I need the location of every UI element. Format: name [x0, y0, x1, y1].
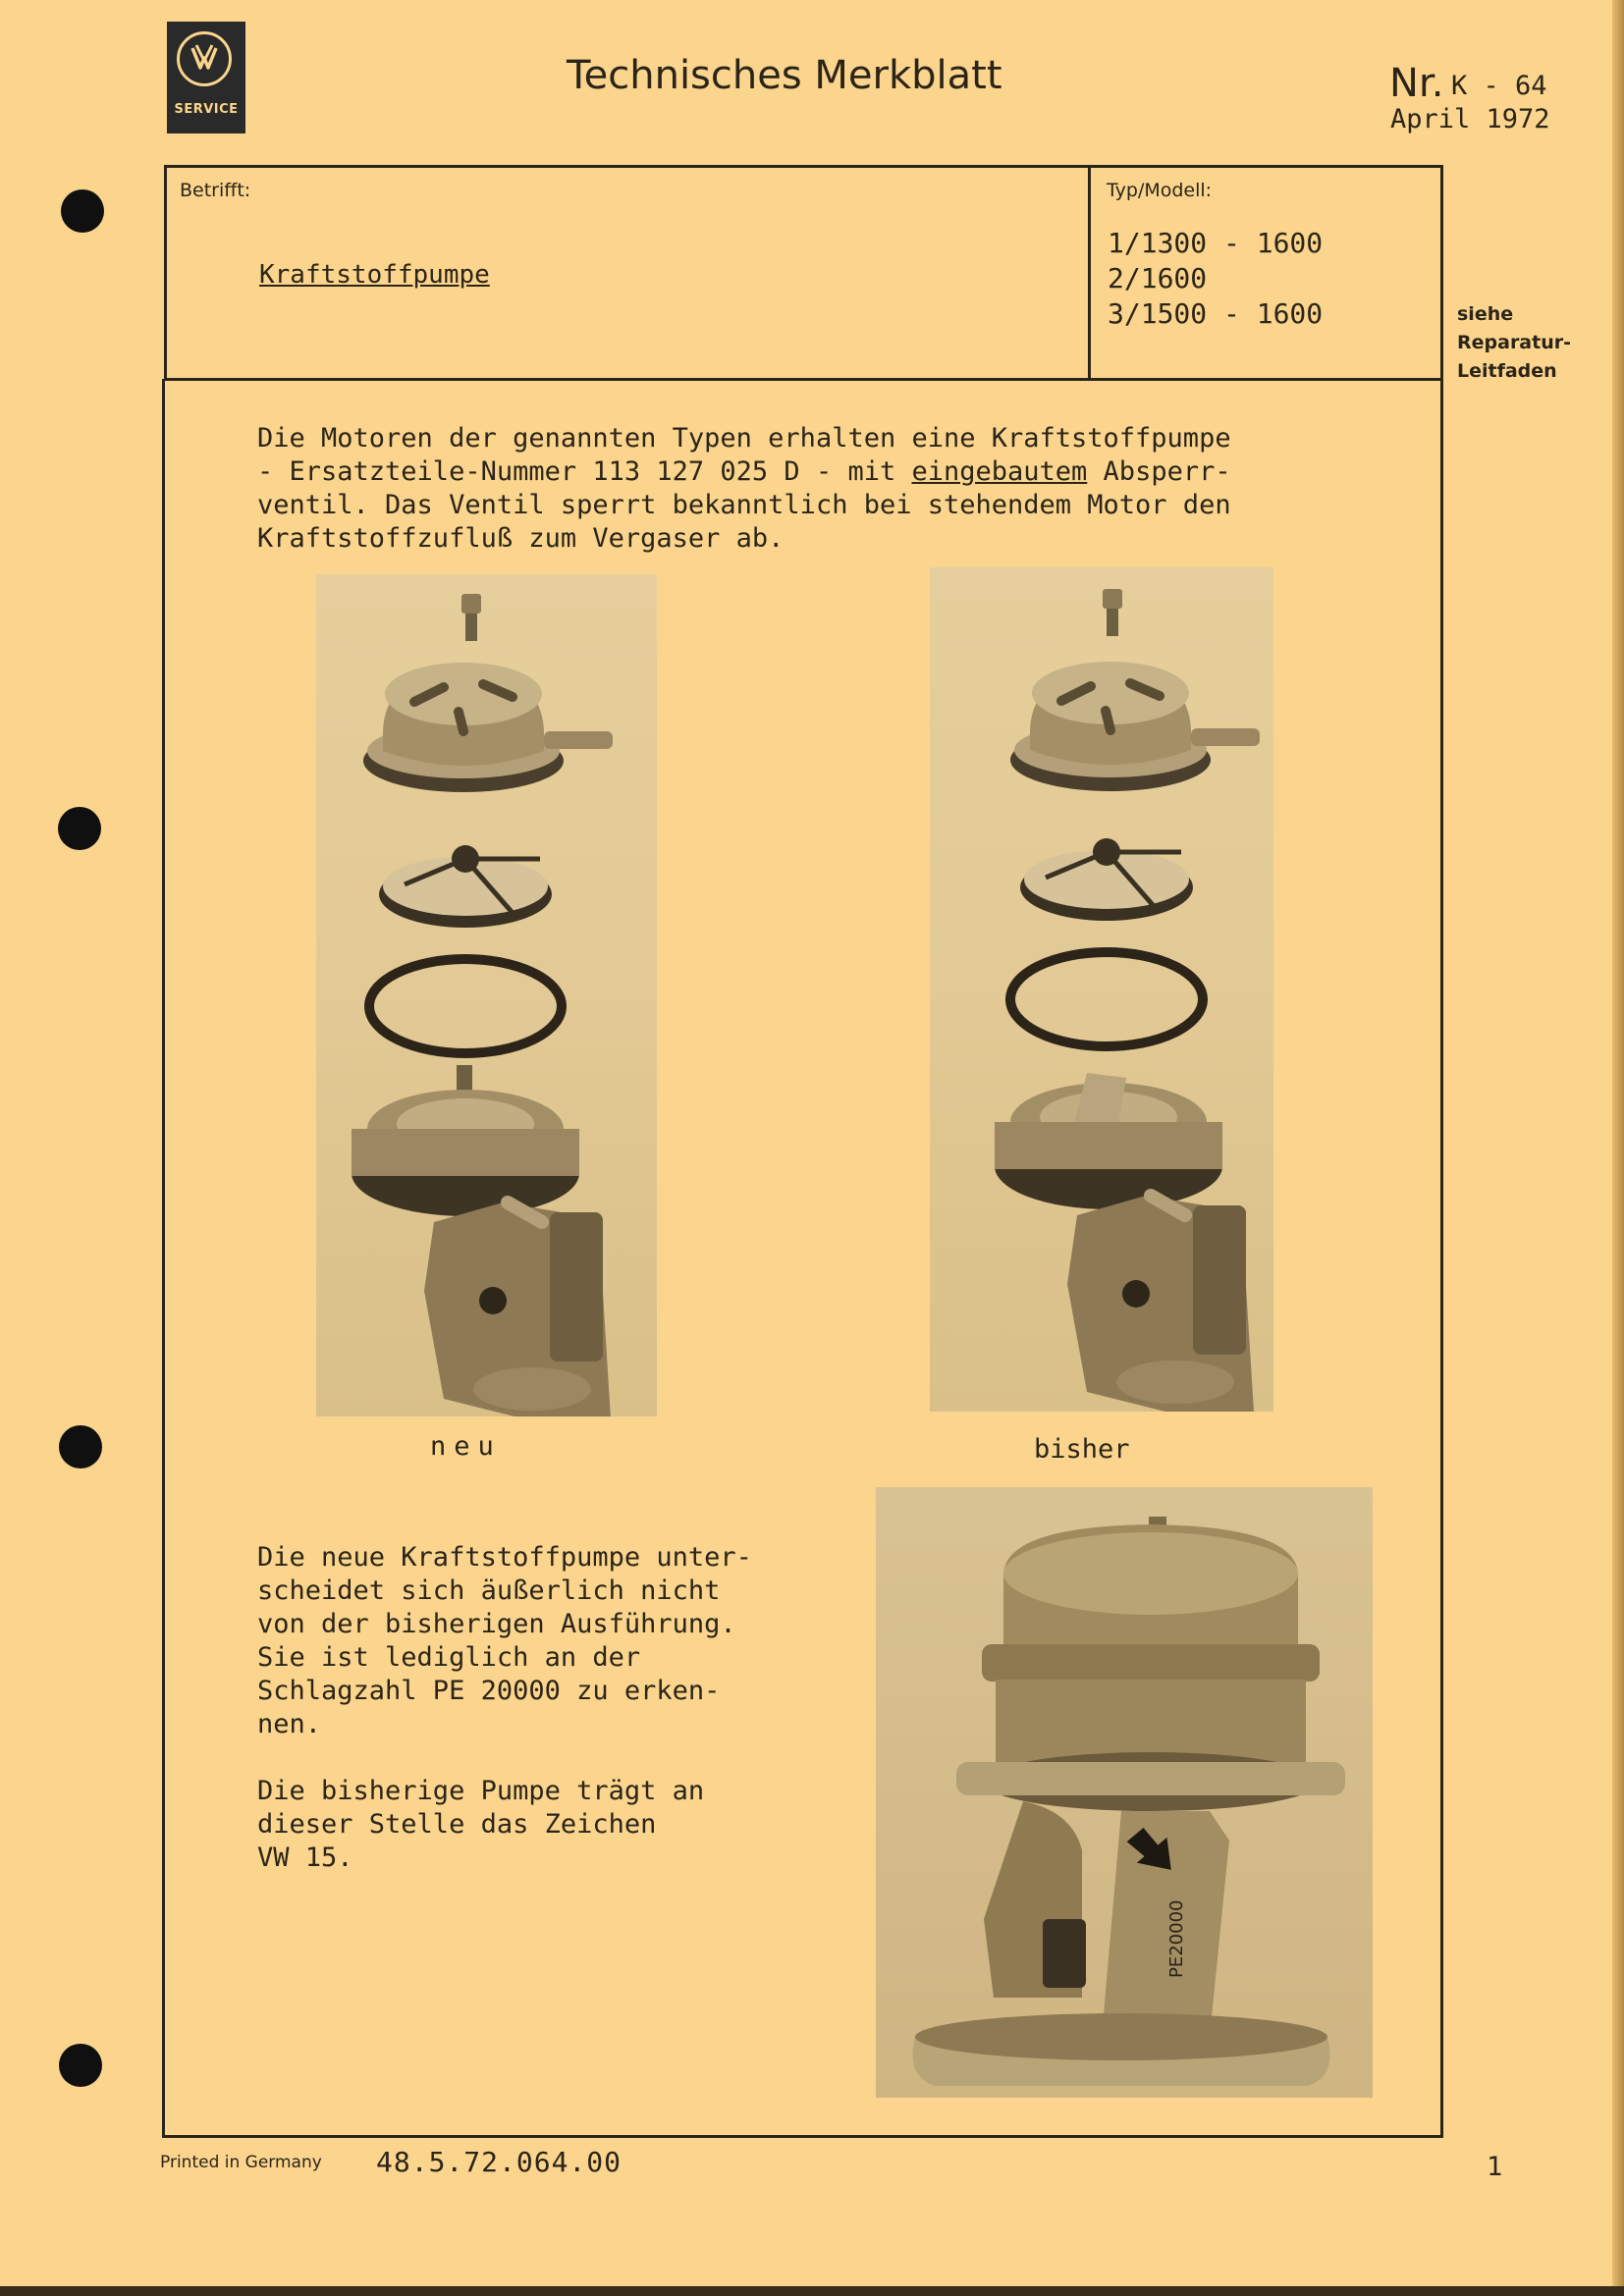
issue-date: April 1972 — [1390, 104, 1550, 134]
side-note — [1457, 300, 1571, 386]
side-note-line: siehe — [1457, 303, 1514, 325]
logo-service-text: SERVICE — [174, 102, 239, 117]
punch-hole — [58, 807, 101, 850]
text-line: dieser Stelle das Zeichen — [257, 1809, 657, 1840]
photo-pump-old-exploded — [930, 567, 1273, 1412]
typ-modell-label: Typ/Modell: — [1107, 180, 1213, 201]
paper-edge — [1612, 0, 1624, 2296]
text-line: Die bisherige Pumpe trägt an — [257, 1776, 705, 1806]
vw-emblem-icon — [177, 31, 232, 86]
intro-text: Die Motoren der genannten Typen erhalten eine Kraftstoffpumpe - Ersatzteile-Nummer 113 127 025 D - mit — [257, 423, 1231, 487]
text-line: Sie ist lediglich an der — [257, 1642, 641, 1673]
text-line: scheidet sich äußerlich nicht — [257, 1575, 721, 1606]
vw-service-logo — [167, 22, 245, 133]
identification-text — [257, 1541, 807, 1875]
model-item: 3/1500 - 1600 — [1108, 297, 1324, 330]
page-number: 1 — [1487, 2152, 1503, 2182]
photo-pump-assembled — [876, 1487, 1373, 2098]
scan-bottom-edge — [0, 2286, 1624, 2296]
number-label: Nr. — [1389, 61, 1444, 106]
punch-hole — [59, 2044, 102, 2087]
intro-paragraph — [257, 422, 1357, 556]
photo-pump-new-exploded — [316, 574, 657, 1416]
intro-text: Absperr- ventil. Das Ventil sperrt bekanntlich bei stehendem Motor den Kraftstoffzufluß zum Vergaser ab. — [257, 456, 1231, 554]
model-list — [1108, 226, 1323, 332]
betrifft-label: Betrifft: — [180, 180, 251, 201]
number-value: K - 64 — [1451, 71, 1547, 101]
model-item: 1/1300 - 1600 — [1108, 227, 1324, 259]
text-line: Die neue Kraftstoffpumpe unter- — [257, 1542, 752, 1573]
info-box-divider — [1088, 165, 1091, 381]
subject-text: Kraftstoffpumpe — [259, 260, 490, 290]
punch-hole — [59, 1425, 102, 1468]
printed-in-label: Printed in Germany — [160, 2153, 322, 2172]
text-line: Schlagzahl PE 20000 zu erken- — [257, 1676, 721, 1706]
text-line: VW 15. — [257, 1842, 353, 1873]
side-note-line: Leitfaden — [1457, 360, 1557, 382]
side-note-line: Reparatur- — [1457, 332, 1571, 353]
text-line: nen. — [257, 1709, 322, 1739]
text-line: von der bisherigen Ausführung. — [257, 1609, 736, 1639]
punch-hole — [61, 189, 104, 233]
stamp-marking: PE20000 — [1166, 1899, 1187, 1978]
model-item: 2/1600 — [1108, 262, 1208, 294]
caption-new: neu — [430, 1431, 502, 1462]
intro-emphasis: eingebautem — [911, 456, 1088, 487]
caption-old: bisher — [1034, 1434, 1130, 1465]
document-code: 48.5.72.064.00 — [376, 2146, 623, 2178]
document-title: Technisches Merkblatt — [567, 53, 1002, 98]
